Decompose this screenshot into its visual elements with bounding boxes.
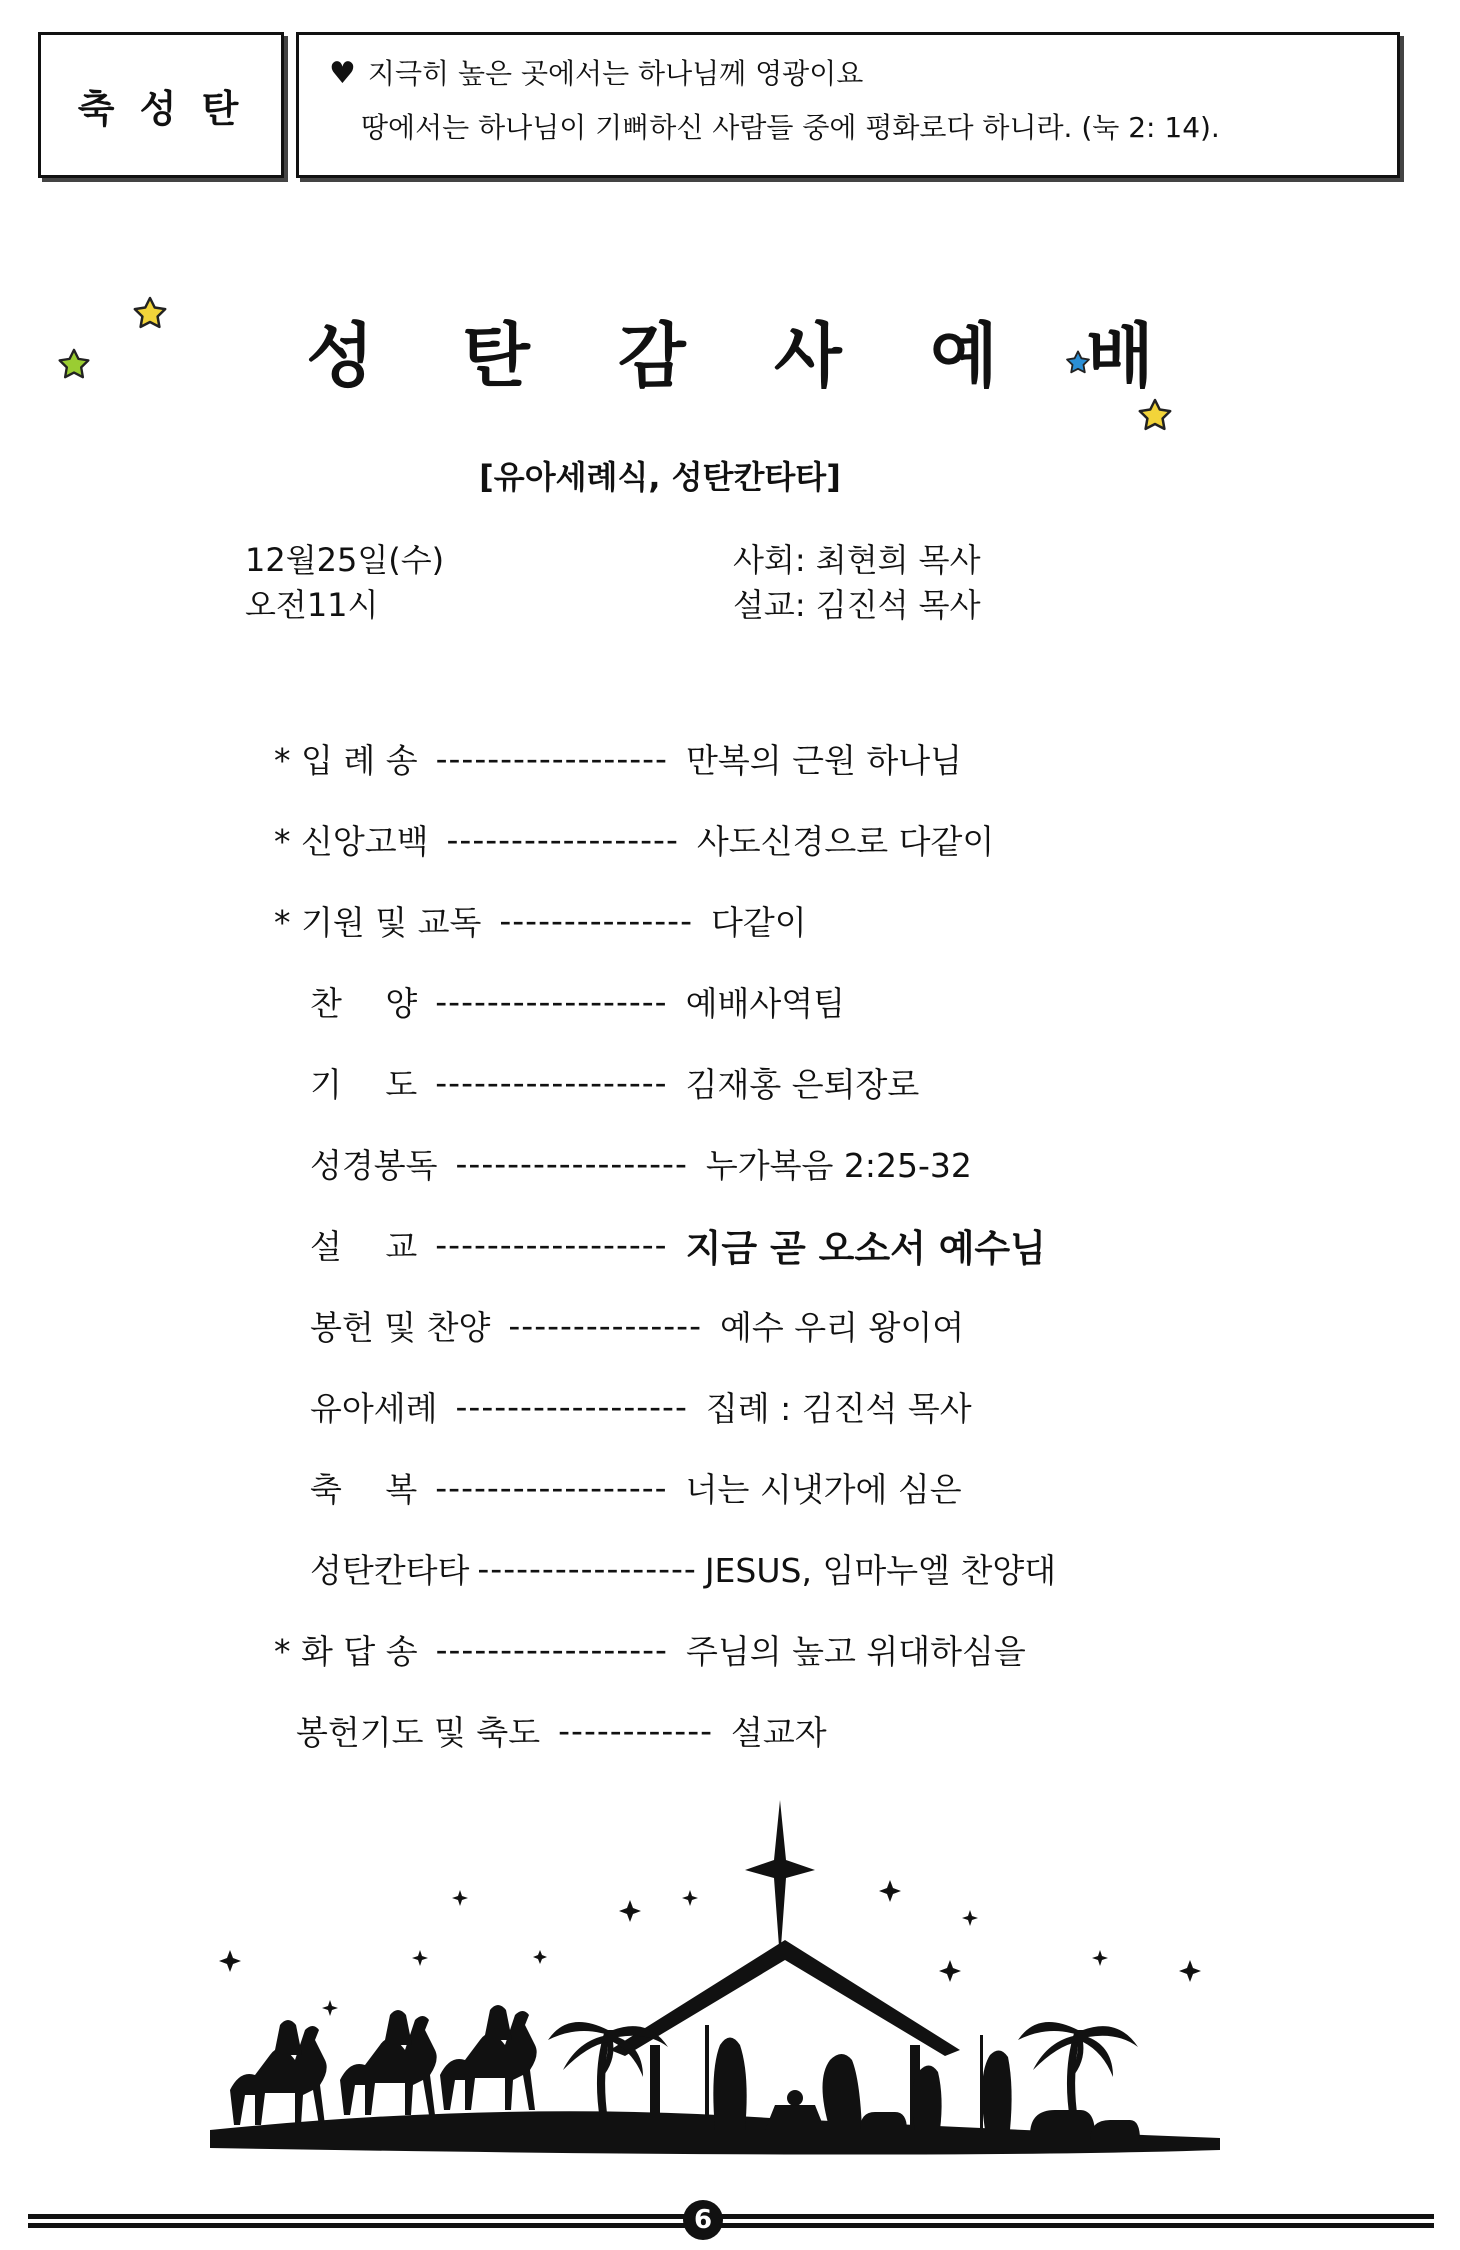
program-value: 집례 : 김진석 목사	[705, 1389, 972, 1428]
program-label: 찬 양	[310, 984, 418, 1023]
program-value: 누가복음 2:25-32	[705, 1146, 972, 1185]
program-row	[274, 1204, 1274, 1285]
program-value: 다같이	[710, 903, 807, 942]
program-label: 봉헌기도 및 축도	[296, 1713, 541, 1752]
program-list	[274, 718, 1274, 1771]
stable-roof	[610, 1940, 960, 2056]
program-dash: -----------------	[477, 1549, 697, 1588]
program-dash: ------------------	[455, 1387, 688, 1426]
program-dash: ------------------	[435, 982, 668, 1021]
program-value: 주님의 높고 위대하심을	[685, 1632, 1026, 1671]
page-number: 6	[683, 2200, 723, 2240]
service-time: 오전11시	[245, 586, 379, 624]
sermon-title: 지금 곧 오소서 예수님	[685, 1226, 1046, 1270]
program-row	[274, 1690, 1274, 1771]
program-label: * 기원 및 교독	[274, 903, 482, 942]
program-dash: ------------------	[435, 1630, 668, 1669]
nativity-scene-illustration	[210, 1800, 1220, 2160]
program-dash: ------------------	[435, 1225, 668, 1264]
program-dash: ---------------	[499, 901, 693, 940]
heart-icon: ♥	[329, 56, 356, 91]
program-row	[274, 1123, 1274, 1204]
program-value: JESUS, 임마누엘 찬양대	[704, 1551, 1057, 1590]
verse-line-1	[329, 47, 1397, 101]
program-row	[274, 1042, 1274, 1123]
program-dash: ------------------	[435, 1468, 668, 1507]
camel-silhouette	[440, 2005, 537, 2110]
program-label: 축 복	[310, 1470, 418, 1509]
program-value: 너는 시냇가에 심은	[685, 1470, 962, 1509]
program-label: 봉헌 및 찬양	[310, 1308, 491, 1347]
program-row	[274, 1447, 1274, 1528]
date-time-block	[245, 538, 444, 628]
footer-rule	[28, 2212, 1434, 2232]
leaders-block	[733, 538, 981, 628]
service-preacher: 설교: 김진석 목사	[733, 586, 981, 624]
holy-family	[705, 2025, 862, 2130]
program-dash: ------------	[558, 1711, 714, 1750]
page-title: 성 탄 감 사 예 배	[306, 315, 1186, 397]
verse-text-1: 지극히 높은 곳에서는 하나님께 영광이요	[367, 57, 864, 90]
program-row	[274, 718, 1274, 799]
program-value: 김재홍 은퇴장로	[685, 1065, 920, 1104]
bethlehem-star-icon	[745, 1800, 815, 1960]
verse-box	[296, 32, 1400, 178]
program-label: * 입 례 송	[274, 741, 418, 780]
program-value: 만복의 근원 하나님	[685, 741, 962, 780]
program-value: 예배사역팀	[685, 984, 845, 1023]
star-icon	[1137, 398, 1173, 434]
program-label: 성탄칸타타	[310, 1551, 470, 1590]
program-label: * 신앙고백	[274, 822, 429, 861]
program-row	[274, 1528, 1274, 1609]
camel-silhouette	[230, 2020, 327, 2125]
program-label: 설 교	[310, 1227, 418, 1266]
section-label: 축 성 탄	[77, 86, 245, 131]
program-row	[274, 1609, 1274, 1690]
program-label: * 화 답 송	[274, 1632, 418, 1671]
program-dash: ------------------	[435, 1063, 668, 1102]
verse-line-2: 땅에서는 하나님이 기뻐하신 사람들 중에 평화로다 하니라. (눅 2: 14).	[361, 111, 1220, 144]
program-label: 성경봉독	[310, 1146, 438, 1185]
program-dash: ------------------	[455, 1144, 688, 1183]
camel-silhouette	[340, 2010, 437, 2115]
service-host: 사회: 최현희 목사	[733, 541, 981, 579]
program-row	[274, 1285, 1274, 1366]
program-label: 기 도	[310, 1065, 418, 1104]
program-dash: ------------------	[446, 820, 679, 859]
subtitle: [유아세례식, 성탄칸타타]	[479, 458, 841, 496]
program-dash: ---------------	[508, 1306, 702, 1345]
section-label-box	[38, 32, 284, 178]
program-row	[274, 799, 1274, 880]
program-value: 설교자	[731, 1713, 827, 1752]
program-row	[274, 961, 1274, 1042]
program-row	[274, 880, 1274, 961]
program-value: 사도신경으로 다같이	[696, 822, 995, 861]
program-row	[274, 1366, 1274, 1447]
service-date: 12월25일(수)	[245, 541, 445, 579]
palm-tree	[1018, 2022, 1138, 2120]
program-dash: ------------------	[435, 739, 668, 778]
program-label: 유아세례	[310, 1389, 438, 1428]
program-value: 예수 우리 왕이여	[720, 1308, 965, 1347]
